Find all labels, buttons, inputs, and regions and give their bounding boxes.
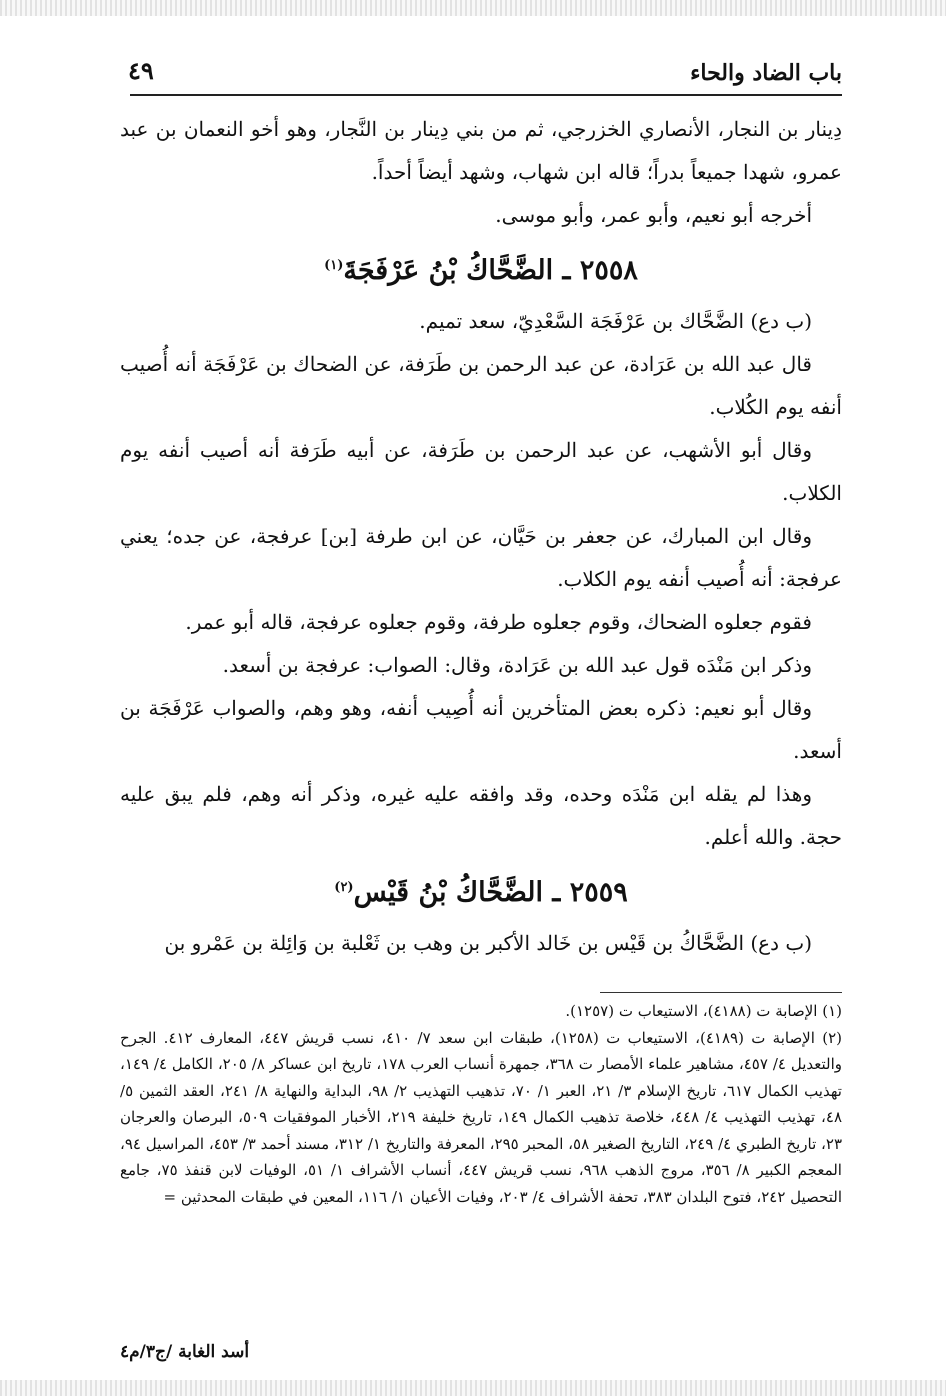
chapter-title: باب الضاد والحاء <box>690 60 842 86</box>
running-header <box>120 56 842 96</box>
paragraph: وقال ابن المبارك، عن جعفر بن حَيَّان، عن ابن طرفة [بن] عرفجة، عن جده؛ يعني عرفجة: أنه أُصيب أنفه يوم الكلاب. <box>120 524 842 591</box>
paragraph: وهذا لم يقله ابن مَنْدَه وحده، وقد وافقه عليه غيره، وذكر أنه وهم، فلم يبق عليه حجة. والله أعلم. <box>120 782 842 849</box>
header-divider <box>130 94 842 96</box>
paragraph: دِينار بن النجار، الأنصاري الخزرجي، ثم من بني دِينار بن النَّجار، وهو أخو النعمان بن عبد عمرو، شهدا جميعاً بدراً؛ قاله ابن شهاب، وشهد أيضاً أحداً. <box>120 117 842 184</box>
paragraph: وذكر ابن مَنْدَه قول عبد الله بن عَرَادة، وقال: الصواب: عرفجة بن أسعد. <box>222 653 812 677</box>
scan-edge-bottom <box>0 1380 946 1396</box>
paragraph: قال عبد الله بن عَرَادة، عن عبد الرحمن بن طَرَفة، عن الضحاك بن عَرْفَجَة أنه أُصيب أنفه يوم الكُلاب. <box>120 352 842 419</box>
main-text <box>120 108 842 965</box>
book-signature: أسد الغابة /ج٣/م٤ <box>120 1342 250 1362</box>
paragraph: فقوم جعلوه الضحاك، وقوم جعلوه طرفة، وقوم جعلوه عرفجة، قاله أبو عمر. <box>185 610 812 634</box>
entry-title: ٢٥٥٩ ـ الضَّحَّاكُ بْنُ قَيْس <box>353 877 628 908</box>
footnote: (٢) الإصابة ت (٤١٨٩)، الاستيعاب ت (١٢٥٨)، طبقات ابن سعد ٧/ ٤١٠، نسب قريش ٤٤٧، المعارف ٤١٢. الجرح والتعديل ٤/ ٤٥٧، مشاهير علماء الأمصار ت ٣٦٨، جمهرة أنساب العرب ١٧٨، تاريخ ابن عساكر ٨/ ٢٠٥، الكامل ٤/ ١٤٩، تهذيب الكمال ٦١٧، تاريخ الإسلام ٣/ ٢١، العبر ١/ ٧٠، تذهيب التهذيب ٢/ ٩٨، البداية والنهاية ٨/ ٢٤١، العقد الثمين ٥/ ٤٨، تهذيب التهذيب ٤/ ٤٤٨، خلاصة تذهيب الكمال ١٤٩، تاريخ خليفة ٢١٩، الأخبار الموفقيات ٥٠٩، البرصان والعرجان ٢٣، تاريخ الطبري ٤/ ٢٤٩، التاريخ الصغير ٥٨، المحبر ٢٩٥، المعرفة والتاريخ ١/ ٣١٢، مسند أحمد ٣/ ٤٥٣، المراسيل ٩٤، المعجم الكبير ٨/ ٣٥٦، مروج الذهب ٩٦٨، نسب قريش ٤٤٧، أنساب الأشراف ١/ ٥١، الوفيات لابن قنفذ ٧٥، جامع التحصيل ٢٤٢، فتوح البلدان ٣٨٣، تحفة الأشراف ٤/ ٢٠٣، وفيات الأعيان ١/ ١١٦، المعين في طبقات المحدثين = <box>120 1028 843 1206</box>
footnote-ref: (٢) <box>334 880 354 895</box>
entry-heading <box>120 239 842 298</box>
entry-heading <box>120 861 842 920</box>
entry-title: ٢٥٥٨ ـ الضَّحَّاكُ بْنُ عَرْفَجَةَ <box>343 255 638 286</box>
paragraph: أخرجه أبو نعيم، وأبو عمر، وأبو موسى. <box>495 203 812 227</box>
paragraph: (ب دع) الضَّحَّاك بن عَرْفَجَة السَّعْدِيّ، سعد تميم. <box>419 309 812 333</box>
scan-edge-top <box>0 0 946 16</box>
footnotes <box>120 998 842 1210</box>
footnote-ref: (١) <box>324 258 344 273</box>
footnote: (١) الإصابة ت (٤١٨٨)، الاستيعاب ت (١٢٥٧). <box>565 1002 842 1020</box>
paragraph: وقال أبو نعيم: ذكره بعض المتأخرين أنه أُصِيب أنفه، وهو وهم، والصواب عَرْفَجَة بن أسعد. <box>120 696 842 763</box>
paragraph: (ب دع) الضَّحَّاكُ بن قَيْس بن خَالد الأكبر بن وهب بن ثَعْلبة بن وَائِلة بن عَمْرو بن <box>164 931 812 955</box>
footnote-divider <box>600 992 842 993</box>
page-number: ٤٩ <box>128 56 154 85</box>
paragraph: وقال أبو الأشهب، عن عبد الرحمن بن طَرَفة، عن أبيه طَرَفة أنه أصيب أنفه يوم الكلاب. <box>120 438 842 505</box>
